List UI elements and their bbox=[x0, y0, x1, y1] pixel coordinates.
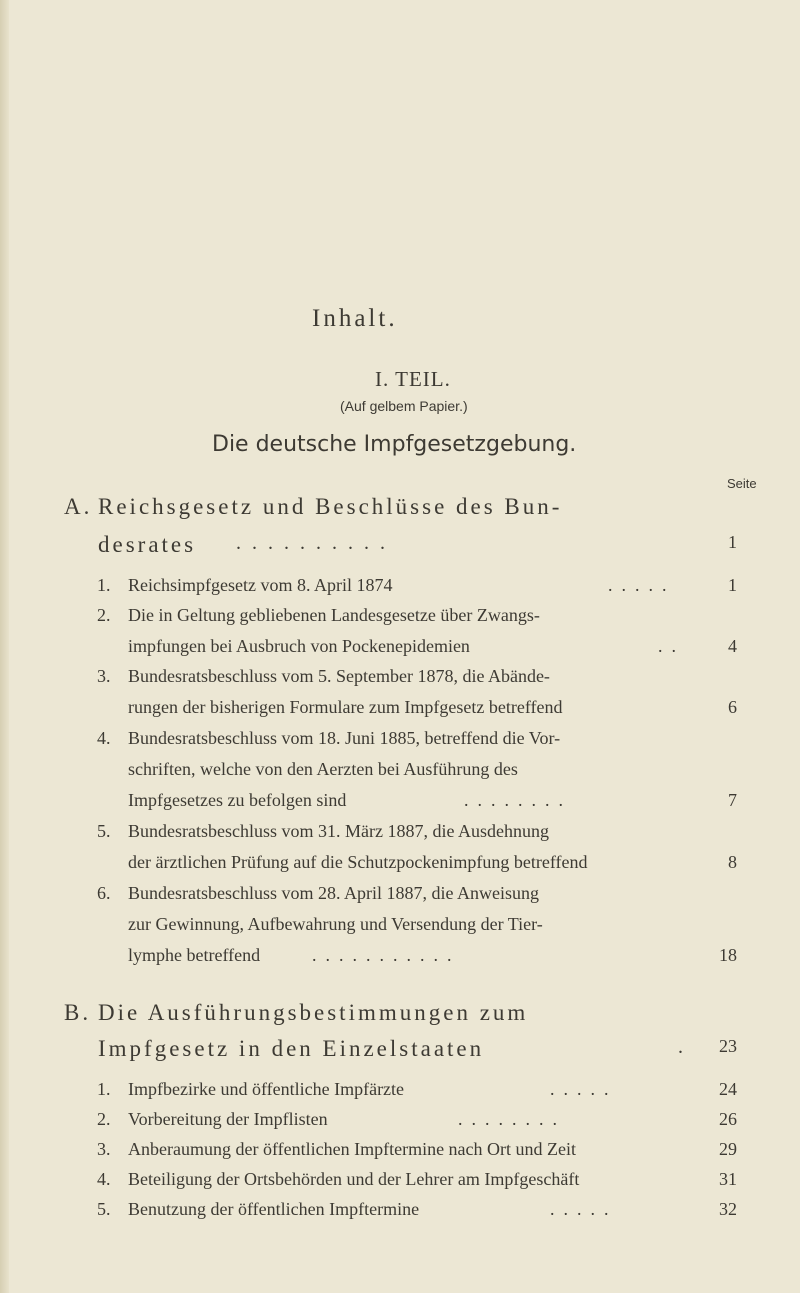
part-subtitle: (Auf gelbem Papier.) bbox=[340, 398, 468, 414]
item-text: Benutzung der öffentlichen Impftermine bbox=[128, 1199, 420, 1219]
item-text: Beteiligung der Ortsbehörden und der Lehrer am Impfgeschäft bbox=[128, 1169, 580, 1189]
book-title: Die deutsche Impfgesetzgebung. bbox=[212, 432, 577, 457]
item-number: 3. bbox=[97, 666, 111, 686]
item-number: 2. bbox=[97, 605, 111, 625]
item-text: Bundesratsbeschluss vom 28. April 1887, die Anweisung bbox=[128, 883, 539, 903]
item-text-continued: impfungen bei Ausbruch von Pockenepidemien bbox=[128, 636, 470, 656]
item-number: 4. bbox=[97, 1169, 111, 1189]
item-text: Bundesratsbeschluss vom 5. September 1878, die Abände- bbox=[128, 666, 550, 686]
section-a-title-line2: desrates bbox=[98, 532, 197, 557]
section-b-title-line2: Impfgesetz in den Einzelstaaten bbox=[98, 1036, 485, 1061]
page-column-label: Seite bbox=[727, 476, 757, 491]
item-number: 3. bbox=[97, 1139, 111, 1159]
item-leader: ........ bbox=[458, 1109, 566, 1129]
item-number: 1. bbox=[97, 1079, 111, 1099]
section-b-letter: B. bbox=[64, 1000, 92, 1025]
item-page: 32 bbox=[719, 1199, 737, 1219]
item-text-continued: zur Gewinnung, Aufbewahrung und Versendung der Tier- bbox=[128, 914, 543, 934]
item-number: 5. bbox=[97, 821, 111, 841]
item-text-continued: schriften, welche von den Aerzten bei Ausführung des bbox=[128, 759, 518, 779]
item-text: Impfbezirke und öffentliche Impfärzte bbox=[128, 1079, 405, 1099]
item-text-continued: der ärztlichen Prüfung auf die Schutzpockenimpfung betreffend bbox=[128, 852, 588, 872]
section-a-title-line1: Reichsgesetz und Beschlüsse des Bun- bbox=[98, 494, 563, 519]
contents-heading: Inhalt. bbox=[312, 305, 398, 332]
section-b-leader: . bbox=[678, 1036, 694, 1058]
item-page: 6 bbox=[728, 697, 737, 717]
item-page: 18 bbox=[719, 945, 737, 965]
item-text: Vorbereitung der Impflisten bbox=[128, 1109, 328, 1129]
item-page: 31 bbox=[719, 1169, 737, 1189]
item-page: 8 bbox=[728, 852, 737, 872]
section-b-page: 23 bbox=[719, 1036, 737, 1056]
section-a-leader: .......... bbox=[236, 532, 396, 554]
item-number: 2. bbox=[97, 1109, 111, 1129]
item-leader: ..... bbox=[608, 575, 676, 595]
section-a-page: 1 bbox=[728, 532, 737, 552]
item-number: 4. bbox=[97, 728, 111, 748]
item-number: 5. bbox=[97, 1199, 111, 1219]
item-leader: .. bbox=[658, 636, 685, 656]
item-text-continued: lymphe betreffend bbox=[128, 945, 261, 965]
item-number: 1. bbox=[97, 575, 111, 595]
item-leader: ..... bbox=[550, 1199, 618, 1219]
item-page: 7 bbox=[728, 790, 737, 810]
item-number: 6. bbox=[97, 883, 111, 903]
item-page: 29 bbox=[719, 1139, 737, 1159]
item-text: Reichsimpfgesetz vom 8. April 1874 bbox=[128, 575, 393, 595]
section-b-title-line1: Die Ausführungsbestimmungen zum bbox=[98, 1000, 529, 1025]
item-text: Die in Geltung gebliebenen Landesgesetze über Zwangs- bbox=[128, 605, 540, 625]
item-leader: ........... bbox=[312, 945, 461, 965]
item-text-continued: rungen der bisherigen Formulare zum Impfgesetz betreffend bbox=[128, 697, 563, 717]
item-leader: ..... bbox=[550, 1079, 618, 1099]
item-text: Anberaumung der öffentlichen Impftermine nach Ort und Zeit bbox=[128, 1139, 577, 1159]
item-text-continued: Impfgesetzes zu befolgen sind bbox=[128, 790, 347, 810]
item-page: 1 bbox=[728, 575, 737, 595]
part-title: I. TEIL. bbox=[375, 367, 451, 391]
item-text: Bundesratsbeschluss vom 31. März 1887, die Ausdehnung bbox=[128, 821, 549, 841]
section-a-letter: A. bbox=[64, 494, 93, 519]
item-page: 4 bbox=[728, 636, 737, 656]
item-leader: ........ bbox=[464, 790, 572, 810]
item-page: 26 bbox=[719, 1109, 737, 1129]
item-text: Bundesratsbeschluss vom 18. Juni 1885, betreffend die Vor- bbox=[128, 728, 561, 748]
item-page: 24 bbox=[719, 1079, 737, 1099]
